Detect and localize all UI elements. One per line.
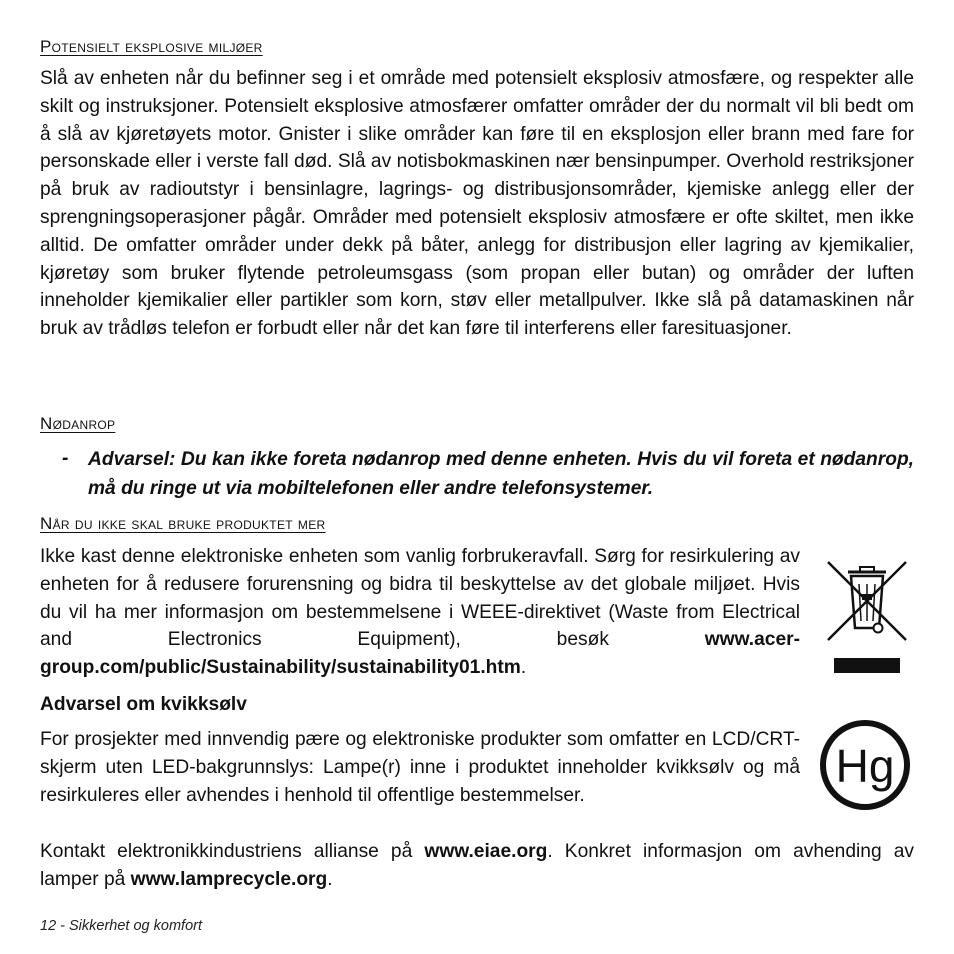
paragraph-mercury: For prosjekter med innvendig pære og elektroniske produkter som omfatter en LCD/CRT-skjerm uten LED-bakgrunnslys: Lampe(r) inne i produktet inneholder kvikksølv og må resirkuleres eller avhendes i henhold til offentlige bestemmelser. — [40, 729, 800, 806]
paragraph-explosive: Slå av enheten når du befinner seg i et område med potensielt eksplosiv atmosfære, og respekter alle skilt og instruksjoner. Potensielt eksplosive atmosfærer omfatter områder der du normalt vil bli bedt om å slå av kjøretøyets motor. Gnister i slike områder kan føre til en eksplosjon eller brann med fare for personskade eller i verste fall død. Slå av notisbokmaskinen nær bensinpumper. Overhold restriksjoner på bruk av radioutstyr i bensinlagre, lagrings- og distribusjonsområder, kjemiske anlegg eller der sprengningsoperasjoner pågår. Områder med potensielt eksplosiv atmosfære er ofte skiltet, men ikke alltid. De omfatter områder under dekk på båter, anlegg for distribusjon eller lagring av kjemikalier, kjøretøy som bruker flytende petroleumsgass (som propan eller butan) og områder der luften inneholder kjemikalier eller partikler som korn, støv eller metallpulver. Ikke slå på datamaskinen når bruk av trådløs telefon er forbudt eller når det kan føre til interferens eller faresituasjoner. — [40, 68, 914, 340]
section-heading-mercury: Advarsel om kvikksølv — [40, 694, 247, 715]
section-heading-explosive: Potensielt eksplosive miljøer — [40, 37, 263, 56]
emergency-warning: Advarsel: Du kan ikke foreta nødanrop med denne enheten. Hvis du vil foreta et nødanrop, må du ringe ut via mobiltelefonen eller andre telefonsystemer. — [88, 449, 914, 499]
contact-middle: . Konkret informasjon om avhending av lamper på — [40, 841, 914, 890]
mercury-hg-icon — [818, 718, 912, 812]
lamprecycle-link[interactable]: www.lamprecycle.org — [130, 868, 328, 890]
page-footer: 12 - Sikkerhet og komfort — [40, 918, 202, 934]
disposal-end: . — [520, 657, 527, 679]
section-heading-emergency: Nødanrop — [40, 414, 116, 433]
bullet-dash: - — [62, 448, 69, 469]
eiae-link[interactable]: www.eiae.org — [424, 841, 548, 862]
paragraph-disposal — [40, 543, 800, 682]
paragraph-mercury-contact — [40, 838, 914, 894]
acer-sustainability-link[interactable]: www.acer-group.com/public/Sustainability/sustainability01.htm — [40, 629, 800, 679]
contact-end: . — [327, 868, 333, 890]
section-heading-disposal: Når du ikke skal bruke produktet mer — [40, 514, 326, 533]
hg-icon-label: Hg — [835, 740, 895, 792]
contact-prefix: Kontakt elektronikkindustriens allianse på — [40, 841, 413, 862]
disposal-text: Ikke kast denne elektroniske enheten som vanlig forbrukeravfall. Sørg for resirkulering av enheten for å redusere forurensning og bidra til beskyttelse av det globale miljøet. Hvis du vil ha mer informasjon om bestemmelsene i WEEE-direktivet (Waste from Electrical and Electronics Equipment), besøk — [40, 546, 800, 651]
weee-crossed-bin-icon — [822, 558, 910, 676]
